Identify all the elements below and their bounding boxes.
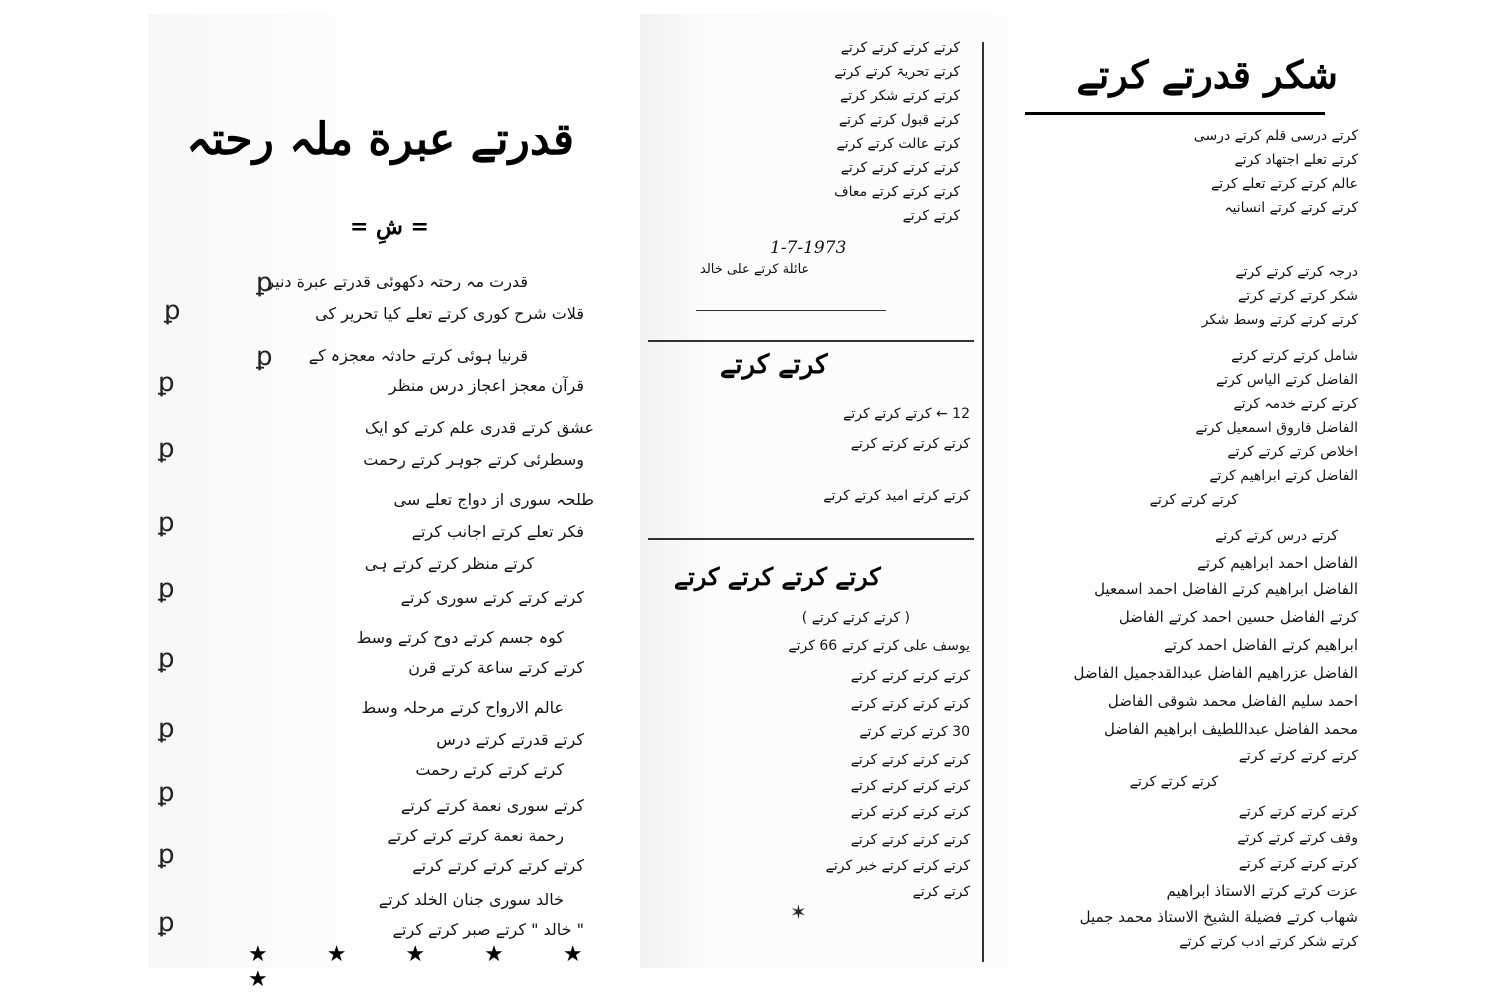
- verse-marker: ꝑ: [158, 908, 175, 938]
- column-line: کرتے کرتے کرتے کرتے: [850, 832, 970, 848]
- verse-marker: ꝑ: [158, 840, 175, 870]
- column-line: کرتے تعلے اجتهاد کرتے: [1234, 152, 1358, 168]
- column-line: یوسف علی کرتے کرتے 66 کرتے: [788, 638, 970, 654]
- column-line: کرتے کرتے کرتے کرتے: [840, 160, 960, 176]
- column-line: کرتے کرتے کرتے کرتے: [840, 40, 960, 56]
- column-line: درجہ کرتے کرتے کرتے: [1235, 264, 1358, 280]
- column-line: شکر کرتے کرتے کرتے: [1237, 288, 1358, 304]
- verse-line: کرتے منظر کرتے کرتے ہی: [364, 554, 534, 573]
- section-divider: [648, 538, 974, 540]
- section-3-subtitle: ( کرتے کرتے کرتے ): [801, 610, 910, 626]
- column-line: احمد سلیم الفاضل محمد شوقی الفاضل: [1107, 692, 1358, 710]
- article-signature: عائلة کرتے علی خالد: [700, 262, 810, 277]
- verse-line: کرتے قدرتے کرتے درس: [436, 730, 584, 749]
- verse-line: خالد سوری جنان الخلد کرتے: [378, 890, 564, 909]
- column-line: کرتے کرتے کرتے خبر کرتے: [825, 858, 970, 874]
- column-line: کرتے کرتے کرتے کرتے: [1238, 856, 1358, 872]
- verse-marker: ꝑ: [158, 574, 175, 604]
- column-line: محمد الفاضل عبداللطیف ابراهیم الفاضل: [1104, 720, 1358, 738]
- verse-line: رحمة نعمة کرتے کرتے کرتے: [387, 826, 564, 845]
- left-page: [148, 14, 624, 992]
- masthead-title: شکر قدرتے کرتے: [1076, 52, 1338, 97]
- column-line: الفاضل ابراهیم کرتے الفاضل احمد اسمعیل: [1094, 580, 1358, 598]
- column-line: کرتے الفاضل حسین احمد کرتے الفاضل: [1118, 608, 1358, 626]
- column-line: شامل کرتے کرتے کرتے: [1231, 348, 1358, 364]
- column-line: کرتے کرتے خدمہ کرتے: [1233, 396, 1358, 412]
- verse-line: عشق کرتے قدری علم کرتے کو ایک: [364, 418, 594, 437]
- verse-marker: ꝑ: [256, 268, 273, 298]
- masthead-underline: [1025, 112, 1325, 115]
- column-line: الفاضل کرتے ابراهیم کرتے: [1209, 468, 1358, 484]
- verse-marker: ꝑ: [158, 644, 175, 674]
- verse-marker: ꝑ: [158, 434, 175, 464]
- section-divider: [696, 310, 886, 311]
- verse-line: کرتے کرتے ساعة کرتے قرن: [408, 658, 584, 677]
- verse-line: طلحہ سوری از دواج تعلے سی: [393, 490, 594, 509]
- verse-line: قرآن معجز اعجاز درس منظر: [388, 376, 584, 395]
- article-date: 1-7-1973: [770, 238, 847, 258]
- verse-line: قرنیا ہوئی کرتے حادثہ معجزہ کے: [308, 346, 528, 365]
- column-divider: [982, 42, 984, 962]
- verse-line: عالم الارواح کرتے مرحلہ وسط: [361, 698, 564, 717]
- column-line: کرتے کرتے کرتے کرتے: [850, 436, 970, 452]
- column-line: عزت کرتے کرتے الاستاذ ابراهیم: [1166, 882, 1358, 900]
- verse-line: کرتے سوری نعمة کرتے کرتے: [400, 796, 584, 815]
- star-ornament: ★ ★ ★ ★ ★ ★: [248, 942, 609, 992]
- column-line: ابراهیم کرتے الفاضل احمد کرتے: [1163, 636, 1358, 654]
- column-line: شهاب کرتے فضیلة الشیخ الاستاذ محمد جمیل: [1079, 908, 1358, 926]
- column-line: اخلاص کرتے کرتے کرتے: [1227, 444, 1358, 460]
- column-line: کرتے شکر کرتے ادب کرتے کرتے: [1179, 934, 1358, 950]
- section-3-title: کرتے کرتے کرتے کرتے: [674, 562, 881, 591]
- column-line: الفاضل فاروق اسمعیل کرتے: [1195, 420, 1358, 436]
- column-line: کرتے درسی قلم کرتے درسی: [1193, 128, 1358, 144]
- column-line: کرتے کرتے: [912, 884, 970, 900]
- column-line: کرتے کرتے کرتے: [1149, 492, 1238, 508]
- column-line: کرتے کرتے کرتے کرتے: [850, 804, 970, 820]
- end-mark: ✶: [790, 900, 807, 924]
- column-line: کرتے کرتے کرتے: [1129, 774, 1218, 790]
- verse-marker: ꝑ: [158, 368, 175, 398]
- verse-marker: ꝑ: [164, 296, 181, 326]
- verse-line: فکر تعلے کرتے اجانب کرتے: [411, 522, 584, 541]
- column-line: کرتے تحریۃ کرتے کرتے: [834, 64, 960, 80]
- section-divider: [648, 340, 974, 342]
- verse-marker: ꝑ: [158, 714, 175, 744]
- book-gutter: [624, 0, 640, 968]
- column-line: کرتے کرتے کرتے کرتے: [850, 696, 970, 712]
- column-line: الفاضل احمد ابراهیم کرتے: [1197, 554, 1358, 572]
- column-line: کرتے قبول کرتے کرتے: [838, 112, 960, 128]
- column-line: کرتے کرتے کرتے انسانیہ: [1224, 200, 1358, 216]
- column-line: کرتے کرتے کرتے معاف: [834, 184, 960, 200]
- verse-line: کرتے کرتے کرتے رحمت: [415, 760, 564, 779]
- column-line: کرتے کرتے کرتے کرتے: [850, 778, 970, 794]
- verse-line: " خالد " کرتے صبر کرتے کرتے: [392, 920, 584, 939]
- verse-marker: ꝑ: [256, 342, 273, 372]
- column-line: کرتے کرتے کرتے وسط شکر: [1201, 312, 1358, 328]
- column-line: کرتے کرتے کرتے کرتے: [850, 668, 970, 684]
- column-line: کرتے کرتے: [902, 208, 960, 224]
- column-line: 30 کرتے کرتے کرتے: [859, 724, 970, 740]
- column-line: کرتے درس کرتے کرتے: [1215, 528, 1338, 544]
- column-line: کرتے کرتے کرتے کرتے: [850, 752, 970, 768]
- column-line: کرتے کرتے کرتے کرتے: [1238, 748, 1358, 764]
- section-2-title: کرتے کرتے: [720, 350, 828, 380]
- column-line: الفاضل کرتے الیاس کرتے: [1215, 372, 1358, 388]
- verse-line: قدرت مہ رحتہ دکھوئی قدرتے عبرة دنیر: [266, 272, 528, 291]
- column-line: کرتے کرتے شکر کرتے: [839, 88, 960, 104]
- column-line: الفاضل عزراهیم الفاضل عبدالقدجمیل الفاضل: [1073, 664, 1358, 682]
- column-line: کرتے کرتے کرتے کرتے: [1238, 804, 1358, 820]
- verse-line: کرتے کرتے کرتے سوری کرتے: [400, 588, 584, 607]
- verse-line: وسطرئی کرتے جوہر کرتے رحمت: [363, 450, 584, 469]
- verse-marker: ꝑ: [158, 508, 175, 538]
- column-line: 12 ← کرتے کرتے کرتے: [843, 406, 970, 422]
- column-line: کرتے کرتے امید کرتے کرتے: [823, 488, 970, 504]
- verse-marker: ꝑ: [158, 778, 175, 808]
- left-page-title: قدرتے عبرة ملہ رحتہ: [186, 114, 574, 165]
- verse-line: قلات شرح کوری کرتے تعلے کیا تحریر کی: [315, 304, 584, 323]
- column-line: عالم کرتے کرتے تعلے کرتے: [1211, 176, 1358, 192]
- right-page: [640, 14, 1398, 968]
- verse-line: کرتے کرتے کرتے کرتے کرتے: [412, 856, 584, 875]
- verse-line: کوہ جسم کرتے دوح کرتے وسط: [356, 628, 564, 647]
- column-line: کرتے عالت کرتے کرتے: [836, 136, 960, 152]
- left-page-subtitle: = شِ =: [349, 214, 429, 240]
- column-line: وقف کرتے کرتے کرتے: [1237, 830, 1358, 846]
